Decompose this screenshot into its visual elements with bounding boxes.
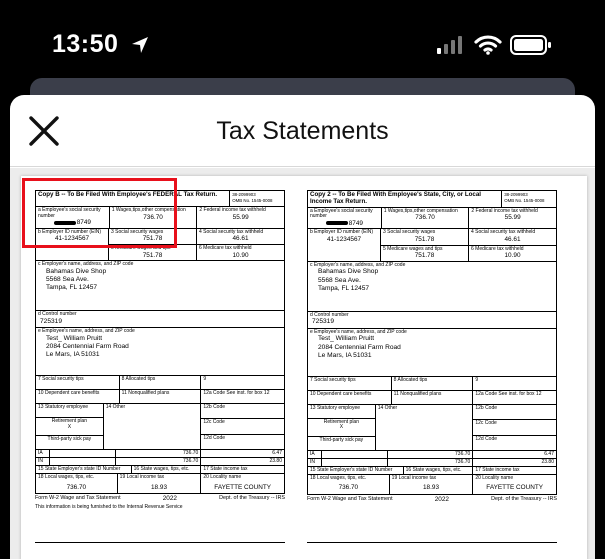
box4-label: 4 Social security tax withheld bbox=[199, 228, 264, 235]
box18-label: 18 Local wages, tips, etc. bbox=[38, 473, 95, 480]
wifi-icon bbox=[474, 35, 502, 55]
state1: IA bbox=[310, 450, 315, 457]
retirement-cell bbox=[308, 419, 376, 437]
box1-value: 736.70 bbox=[415, 214, 435, 222]
box12b-label: 12b Code bbox=[475, 404, 498, 411]
employee-cell bbox=[308, 329, 557, 377]
copy-title-cell bbox=[308, 191, 502, 208]
box7-label: 7 Social security tips bbox=[310, 376, 356, 383]
state1: IA bbox=[38, 449, 43, 456]
footer-form: Form W-2 Wage and Tax Statement bbox=[307, 495, 393, 502]
retirement-mark: X bbox=[339, 424, 344, 431]
box13-cell bbox=[308, 405, 376, 419]
box18-cell bbox=[308, 475, 390, 495]
box12d-label: 12d Code bbox=[475, 435, 498, 442]
box19-cell bbox=[118, 474, 202, 494]
box11-cell bbox=[392, 391, 474, 405]
control-label: d Control number bbox=[38, 310, 77, 317]
box3-label: 3 Social security wages bbox=[383, 229, 436, 236]
box1-label: 1 Wages,tips,other compensation bbox=[111, 206, 186, 213]
sickpay-label: Third-party sick pay bbox=[47, 435, 92, 442]
battery-icon bbox=[510, 35, 552, 55]
box16-label: 16 State wages, tips, etc. bbox=[405, 466, 462, 473]
box19-cell bbox=[390, 475, 474, 495]
box17-label: 17 State income tax bbox=[475, 466, 520, 473]
box4-value: 46.61 bbox=[232, 235, 249, 243]
box15-cell bbox=[36, 466, 132, 474]
box11-label: 11 Nonqualified plans bbox=[121, 389, 170, 396]
box14-cell bbox=[104, 404, 202, 450]
employer-cell bbox=[308, 262, 557, 312]
box11-label: 11 Nonqualified plans bbox=[393, 390, 442, 397]
box6-value: 10.90 bbox=[232, 251, 249, 259]
box20-label: 20 Locality name bbox=[475, 474, 514, 481]
box3-cell bbox=[381, 229, 469, 245]
employee-cell bbox=[36, 328, 285, 376]
box2-label: 2 Federal income tax withheld bbox=[471, 207, 538, 214]
box11-cell bbox=[120, 390, 202, 404]
footer-year: 2022 bbox=[162, 494, 177, 502]
box20-value: FAYETTE COUNTY bbox=[214, 483, 271, 491]
box12d-label: 12d Code bbox=[203, 434, 226, 441]
box12d-cell bbox=[473, 436, 557, 451]
box16-cell bbox=[132, 466, 202, 474]
box4-cell bbox=[197, 229, 285, 245]
ein-value: 41-1234567 bbox=[326, 236, 362, 244]
ssn-suffix: 8749 bbox=[76, 219, 91, 227]
employer-name: Bahamas Dive Shop bbox=[318, 268, 379, 276]
employer-street: 5568 Sea Ave. bbox=[46, 275, 89, 283]
box2-cell bbox=[469, 208, 557, 230]
employee-name: Test_ William Pruitt bbox=[46, 334, 103, 342]
box6-cell bbox=[197, 245, 285, 261]
box20-label: 20 Locality name bbox=[203, 473, 242, 480]
box5-label: 5 Medicare wages and tips bbox=[111, 244, 171, 251]
box1-label: 1 Wages,tips,other compensation bbox=[383, 207, 458, 214]
box8-cell bbox=[120, 376, 202, 390]
box15-label: 15 State Employer's state ID Number bbox=[310, 466, 393, 473]
box7-cell bbox=[36, 376, 120, 390]
state2: IN bbox=[310, 458, 315, 465]
box12b-label: 12b Code bbox=[203, 403, 226, 410]
box12d-cell bbox=[201, 435, 285, 450]
footer-form: Form W-2 Wage and Tax Statement bbox=[35, 494, 121, 501]
box4-cell bbox=[469, 229, 557, 245]
box10-label: 10 Dependent care benefits bbox=[38, 389, 100, 396]
control-label: d Control number bbox=[310, 311, 349, 318]
box10-cell bbox=[36, 390, 120, 404]
omb-label: OMB No. 1545-0008 bbox=[232, 198, 273, 204]
box7-cell bbox=[308, 377, 392, 391]
retirement-label: Retirement plan bbox=[323, 418, 359, 425]
box16-label: 16 State wages, tips, etc. bbox=[133, 465, 190, 472]
status-time: 13:50 bbox=[52, 30, 119, 58]
cellular-signal-icon bbox=[437, 36, 463, 54]
box17-cell bbox=[473, 467, 557, 475]
state1-tax: 6.47 bbox=[272, 449, 282, 456]
box3-value: 751.78 bbox=[414, 236, 435, 244]
state1-tax: 6.47 bbox=[544, 450, 554, 457]
box13-label: 13 Statutory employee bbox=[38, 403, 89, 410]
employer-cell bbox=[36, 261, 285, 311]
ein-label: b Employer ID number (EIN) bbox=[310, 229, 374, 236]
box2-value: 55.99 bbox=[504, 214, 521, 222]
box1-cell bbox=[382, 208, 470, 230]
box3-label: 3 Social security wages bbox=[111, 228, 164, 235]
box16-cell bbox=[404, 467, 474, 475]
state2-wages: 736.70 bbox=[183, 457, 199, 464]
location-arrow-icon bbox=[130, 35, 150, 55]
employee-label: e Employee's name, address, and ZIP code bbox=[38, 327, 135, 334]
box12a-cell bbox=[201, 390, 285, 404]
box18-cell bbox=[36, 474, 118, 494]
omb-cell bbox=[502, 191, 557, 208]
box13-label: 13 Statutory employee bbox=[310, 404, 361, 411]
ein-label: b Employer ID number (EIN) bbox=[38, 228, 102, 235]
sickpay-cell bbox=[308, 437, 376, 451]
footer-note: This information is being furnished to the Internal Revenue Service bbox=[35, 504, 183, 511]
employee-city: Le Mars, IA 51031 bbox=[46, 351, 100, 359]
sickpay-cell bbox=[36, 436, 104, 450]
box12b-cell bbox=[201, 404, 285, 419]
box17-label: 17 State income tax bbox=[203, 465, 248, 472]
box12a-label: 12a Code See inst. for box 12 bbox=[475, 390, 542, 397]
box3-value: 751.78 bbox=[142, 235, 163, 243]
employee-street: 2084 Centennial Farm Road bbox=[46, 342, 129, 350]
employer-city: Tampa, FL 12457 bbox=[318, 284, 370, 292]
box5-value: 751.78 bbox=[414, 252, 435, 260]
box4-value: 46.61 bbox=[504, 236, 521, 244]
box7-label: 7 Social security tips bbox=[38, 375, 84, 382]
box15-cell bbox=[308, 467, 404, 475]
modal-title: Tax Statements bbox=[216, 117, 389, 145]
box18-value: 736.70 bbox=[66, 483, 87, 491]
retirement-mark: X bbox=[67, 423, 72, 430]
employer-city: Tampa, FL 12457 bbox=[46, 284, 98, 292]
retirement-cell bbox=[36, 418, 104, 436]
ssn-redaction bbox=[326, 221, 348, 225]
employee-label: e Employee's name, address, and ZIP code bbox=[310, 328, 407, 335]
control-cell bbox=[36, 311, 285, 328]
box20-cell bbox=[473, 475, 557, 495]
employee-street: 2084 Centennial Farm Road bbox=[318, 343, 401, 351]
omb-cell bbox=[230, 191, 285, 207]
box19-label: 19 Local income tax bbox=[391, 474, 437, 481]
copy-title: Copy B -- To Be Filed With Employee's FEDERAL Tax Return. bbox=[38, 191, 218, 198]
employee-name: Test_ William Pruitt bbox=[318, 335, 375, 343]
modal-header bbox=[10, 95, 595, 167]
box12a-cell bbox=[473, 391, 557, 405]
box2-value: 55.99 bbox=[232, 213, 249, 221]
ssn-cell bbox=[308, 208, 382, 230]
box12b-cell bbox=[473, 405, 557, 420]
state2-wages: 736.70 bbox=[455, 458, 471, 465]
box4-label: 4 Social security tax withheld bbox=[471, 229, 536, 236]
copy-title: Copy 2 -- To Be Filed With Employee's State, City, or Local Income Tax Return. bbox=[310, 191, 482, 205]
box6-value: 10.90 bbox=[504, 252, 521, 260]
state2-tax: 23.80 bbox=[541, 458, 554, 465]
control-value: 725319 bbox=[40, 317, 63, 325]
box2-label: 2 Federal income tax withheld bbox=[199, 206, 266, 213]
retirement-label: Retirement plan bbox=[51, 417, 87, 424]
box6-label: 6 Medicare tax withheld bbox=[199, 244, 252, 251]
w2-form-copy-2 bbox=[307, 190, 557, 503]
employer-label: c Employer's name, address, and ZIP code bbox=[310, 261, 406, 268]
box14-label: 14 Other bbox=[377, 404, 398, 411]
footer-year: 2022 bbox=[434, 495, 449, 503]
box8-label: 8 Allocated tips bbox=[121, 375, 156, 382]
footer-dept: Dept. of the Treasury -- IRS bbox=[219, 494, 285, 501]
box20-cell bbox=[201, 474, 285, 494]
box10-label: 10 Dependent care benefits bbox=[310, 390, 372, 397]
control-value: 725319 bbox=[312, 318, 335, 326]
box14-label: 14 Other bbox=[105, 403, 126, 410]
box19-value: 18.93 bbox=[151, 483, 167, 491]
footer-dept: Dept. of the Treasury -- IRS bbox=[491, 495, 557, 502]
box2-cell bbox=[197, 207, 285, 229]
box19-value: 18.93 bbox=[423, 484, 439, 492]
box6-label: 6 Medicare tax withheld bbox=[471, 245, 524, 252]
box5-cell bbox=[381, 246, 469, 262]
box15-label: 15 State Employer's state ID Number bbox=[38, 465, 121, 472]
ein-cell bbox=[308, 229, 381, 261]
box19-label: 19 Local income tax bbox=[119, 473, 165, 480]
box5-value: 751.78 bbox=[142, 251, 163, 259]
employer-name: Bahamas Dive Shop bbox=[46, 267, 107, 275]
box14-cell bbox=[376, 405, 474, 451]
ssn-suffix: 8749 bbox=[348, 220, 363, 228]
tax-statements-modal bbox=[10, 95, 595, 559]
omb-label: OMB No. 1545-0008 bbox=[504, 198, 545, 204]
state2: IN bbox=[38, 457, 43, 464]
state1-wages: 736.70 bbox=[183, 449, 199, 456]
box18-value: 736.70 bbox=[338, 484, 359, 492]
box9-label: 9 bbox=[475, 376, 479, 383]
box8-label: 8 Allocated tips bbox=[393, 376, 428, 383]
box18-label: 18 Local wages, tips, etc. bbox=[310, 474, 367, 481]
box5-label: 5 Medicare wages and tips bbox=[383, 245, 443, 252]
box12c-cell bbox=[473, 420, 557, 436]
ssn-label: a Employee's social security number bbox=[38, 206, 101, 219]
employer-label: c Employer's name, address, and ZIP code bbox=[38, 260, 134, 267]
box17-cell bbox=[201, 466, 285, 474]
state2-tax: 23.80 bbox=[269, 457, 282, 464]
employee-city: Le Mars, IA 51031 bbox=[318, 351, 372, 359]
box6-cell bbox=[469, 246, 557, 262]
state1-wages: 736.70 bbox=[455, 450, 471, 457]
copy-b-highlight-box bbox=[22, 178, 177, 248]
box12c-label: 12c Code bbox=[203, 418, 225, 425]
box9-cell bbox=[201, 376, 285, 390]
omb-number: 38-2099903 bbox=[504, 192, 528, 197]
box13-cell bbox=[36, 404, 104, 418]
box12c-cell bbox=[201, 419, 285, 435]
box10-cell bbox=[308, 391, 392, 405]
ssn-label: a Employee's social security number bbox=[310, 207, 373, 220]
sickpay-label: Third-party sick pay bbox=[319, 436, 364, 443]
box12a-label: 12a Code See inst. for box 12 bbox=[203, 389, 270, 396]
box1-value: 736.70 bbox=[143, 213, 163, 221]
box9-label: 9 bbox=[203, 375, 207, 382]
box20-value: FAYETTE COUNTY bbox=[486, 484, 543, 492]
next-form-top-rule bbox=[307, 542, 557, 543]
ein-value: 41-1234567 bbox=[54, 235, 90, 243]
box12c-label: 12c Code bbox=[475, 419, 497, 426]
box9-cell bbox=[473, 377, 557, 391]
box8-cell bbox=[392, 377, 474, 391]
employer-street: 5568 Sea Ave. bbox=[318, 276, 361, 284]
control-cell bbox=[308, 312, 557, 329]
next-form-top-rule bbox=[35, 542, 285, 543]
omb-number: 38-2099903 bbox=[232, 192, 256, 197]
